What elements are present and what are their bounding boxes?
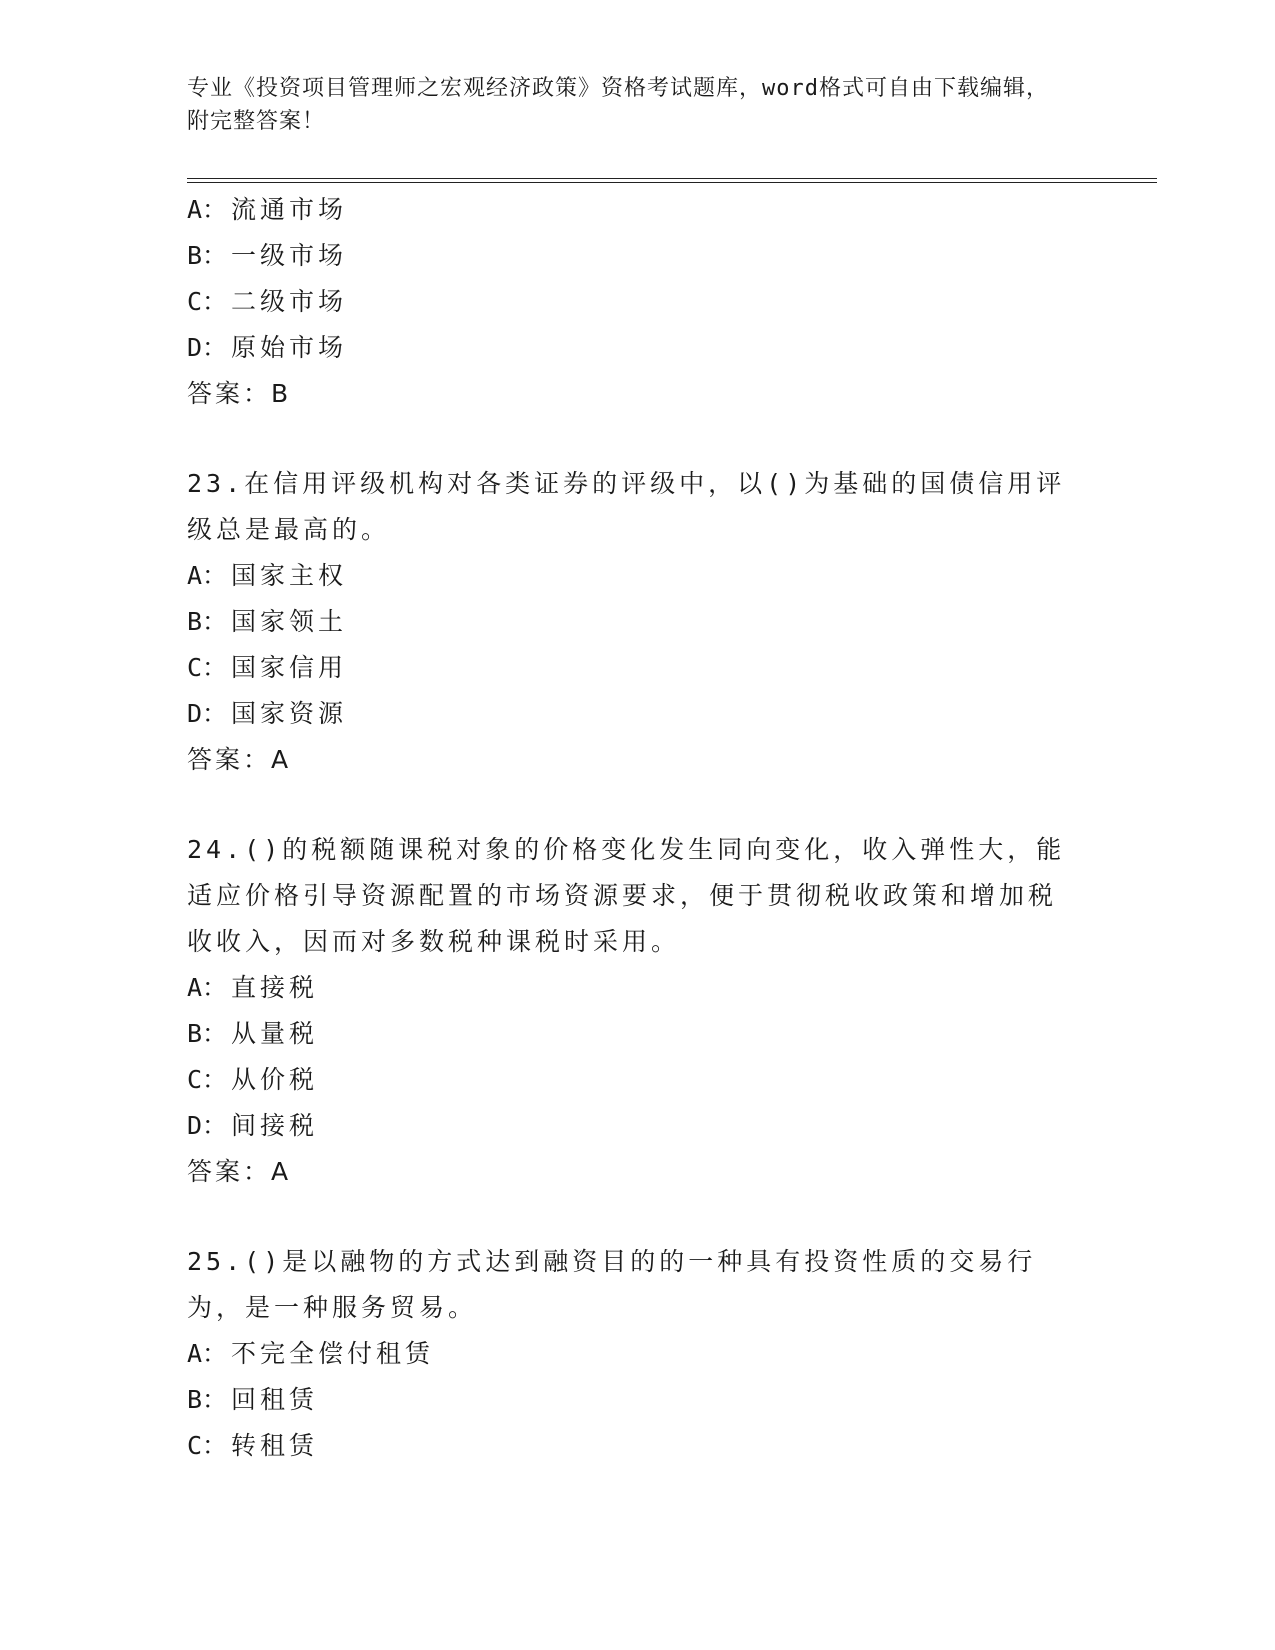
option-c: C： 国家信用 <box>187 653 348 682</box>
question-22-options <box>187 187 1087 417</box>
question-24 <box>187 827 1087 1195</box>
option-a: A： 直接税 <box>187 973 319 1002</box>
question-23 <box>187 461 1087 783</box>
option-b: B： 一级市场 <box>187 241 348 270</box>
answer-line: 答案：A <box>187 745 292 774</box>
question-text: 23.在信用评级机构对各类证券的评级中，以()为基础的国债信用评级总是最高的。 <box>187 469 1066 544</box>
header-divider-bottom <box>187 182 1157 183</box>
option-d: D： 国家资源 <box>187 699 348 728</box>
question-list <box>187 187 1087 1469</box>
question-25 <box>187 1239 1087 1469</box>
option-c: C： 转租赁 <box>187 1431 319 1460</box>
question-text: 25.()是以融物的方式达到融资目的的一种具有投资性质的交易行为，是一种服务贸易。 <box>187 1247 1037 1322</box>
option-a: A： 不完全偿付租赁 <box>187 1339 435 1368</box>
option-c: C： 从价税 <box>187 1065 319 1094</box>
question-text: 24.()的税额随课税对象的价格变化发生同向变化，收入弹性大，能适应价格引导资源配置的市场资源要求，便于贯彻税收政策和增加税收收入，因而对多数税种课税时采用。 <box>187 835 1066 956</box>
option-b: B： 国家领土 <box>187 607 348 636</box>
answer-line: 答案：B <box>187 379 292 408</box>
option-a: A： 国家主权 <box>187 561 348 590</box>
option-b: B： 回租赁 <box>187 1385 319 1414</box>
option-d: D： 间接税 <box>187 1111 319 1140</box>
option-a: A： 流通市场 <box>187 195 348 224</box>
option-c: C： 二级市场 <box>187 287 348 316</box>
answer-line: 答案：A <box>187 1157 292 1186</box>
document-header: 专业《投资项目管理师之宏观经济政策》资格考试题库，word格式可自由下载编辑，附完整答案！ <box>187 76 1049 134</box>
header-divider-top <box>187 178 1157 179</box>
option-b: B： 从量税 <box>187 1019 319 1048</box>
option-d: D： 原始市场 <box>187 333 348 362</box>
